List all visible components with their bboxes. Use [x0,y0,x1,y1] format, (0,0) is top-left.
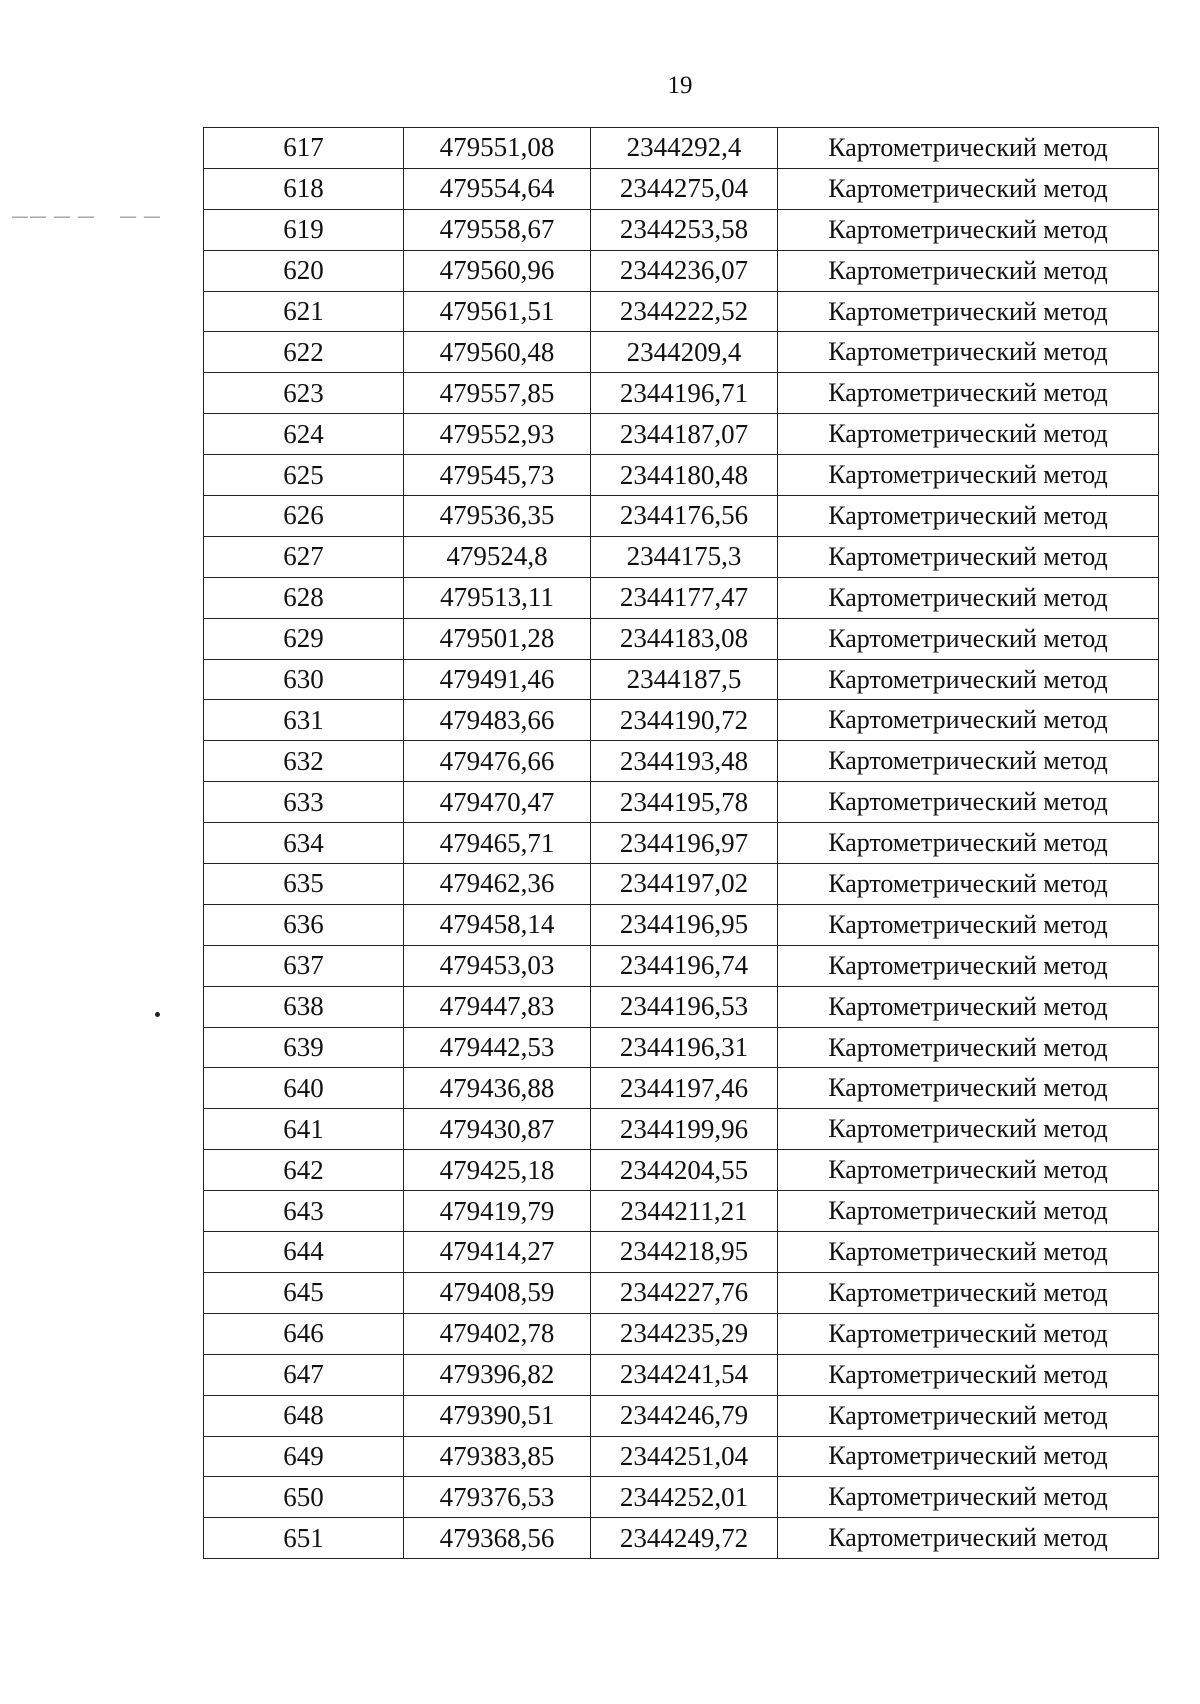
y-coordinate-cell: 2344204,55 [591,1150,778,1191]
point-number-cell: 626 [204,496,404,537]
table-row [204,741,1159,782]
method-cell: Картометрический метод [778,945,1159,986]
method-cell: Картометрический метод [778,782,1159,823]
method-cell: Картометрический метод [778,1436,1159,1477]
point-number-cell: 618 [204,168,404,209]
x-coordinate-cell: 479425,18 [404,1150,591,1191]
table-row [204,209,1159,250]
point-number-cell: 627 [204,536,404,577]
x-coordinate-cell: 479390,51 [404,1395,591,1436]
method-cell: Картометрический метод [778,1354,1159,1395]
y-coordinate-cell: 2344218,95 [591,1232,778,1273]
x-coordinate-cell: 479402,78 [404,1313,591,1354]
table-row [204,700,1159,741]
table-row [204,986,1159,1027]
method-cell: Картометрический метод [778,291,1159,332]
x-coordinate-cell: 479368,56 [404,1518,591,1559]
point-number-cell: 637 [204,945,404,986]
x-coordinate-cell: 479419,79 [404,1191,591,1232]
point-number-cell: 620 [204,250,404,291]
x-coordinate-cell: 479376,53 [404,1477,591,1518]
method-cell: Картометрический метод [778,986,1159,1027]
coordinates-table-body [204,128,1159,1559]
coordinates-table-container [203,127,1158,1559]
y-coordinate-cell: 2344197,02 [591,864,778,905]
point-number-cell: 635 [204,864,404,905]
table-row [204,1191,1159,1232]
y-coordinate-cell: 2344211,21 [591,1191,778,1232]
x-coordinate-cell: 479383,85 [404,1436,591,1477]
y-coordinate-cell: 2344236,07 [591,250,778,291]
point-number-cell: 622 [204,332,404,373]
y-coordinate-cell: 2344246,79 [591,1395,778,1436]
table-row [204,332,1159,373]
x-coordinate-cell: 479458,14 [404,904,591,945]
y-coordinate-cell: 2344195,78 [591,782,778,823]
method-cell: Картометрический метод [778,1477,1159,1518]
point-number-cell: 625 [204,455,404,496]
method-cell: Картометрический метод [778,577,1159,618]
y-coordinate-cell: 2344209,4 [591,332,778,373]
method-cell: Картометрический метод [778,496,1159,537]
point-number-cell: 649 [204,1436,404,1477]
y-coordinate-cell: 2344183,08 [591,618,778,659]
method-cell: Картометрический метод [778,700,1159,741]
x-coordinate-cell: 479560,48 [404,332,591,373]
x-coordinate-cell: 479396,82 [404,1354,591,1395]
point-number-cell: 638 [204,986,404,1027]
method-cell: Картометрический метод [778,1232,1159,1273]
x-coordinate-cell: 479491,46 [404,659,591,700]
method-cell: Картометрический метод [778,823,1159,864]
x-coordinate-cell: 479470,47 [404,782,591,823]
y-coordinate-cell: 2344249,72 [591,1518,778,1559]
table-row [204,496,1159,537]
method-cell: Картометрический метод [778,1313,1159,1354]
y-coordinate-cell: 2344193,48 [591,741,778,782]
method-cell: Картометрический метод [778,332,1159,373]
coordinates-table [203,127,1159,1559]
point-number-cell: 619 [204,209,404,250]
x-coordinate-cell: 479557,85 [404,373,591,414]
table-row [204,1477,1159,1518]
method-cell: Картометрический метод [778,414,1159,455]
y-coordinate-cell: 2344196,53 [591,986,778,1027]
x-coordinate-cell: 479408,59 [404,1272,591,1313]
table-row [204,782,1159,823]
x-coordinate-cell: 479554,64 [404,168,591,209]
y-coordinate-cell: 2344196,71 [591,373,778,414]
point-number-cell: 636 [204,904,404,945]
point-number-cell: 644 [204,1232,404,1273]
y-coordinate-cell: 2344292,4 [591,128,778,169]
method-cell: Картометрический метод [778,618,1159,659]
point-number-cell: 623 [204,373,404,414]
y-coordinate-cell: 2344227,76 [591,1272,778,1313]
y-coordinate-cell: 2344253,58 [591,209,778,250]
x-coordinate-cell: 479447,83 [404,986,591,1027]
y-coordinate-cell: 2344222,52 [591,291,778,332]
method-cell: Картометрический метод [778,1027,1159,1068]
table-row [204,1518,1159,1559]
x-coordinate-cell: 479483,66 [404,700,591,741]
y-coordinate-cell: 2344199,96 [591,1109,778,1150]
scan-artifact-dot [155,1012,160,1017]
method-cell: Картометрический метод [778,209,1159,250]
table-row [204,168,1159,209]
x-coordinate-cell: 479536,35 [404,496,591,537]
table-row [204,1272,1159,1313]
x-coordinate-cell: 479462,36 [404,864,591,905]
table-row [204,1150,1159,1191]
x-coordinate-cell: 479560,96 [404,250,591,291]
table-row [204,823,1159,864]
page-number: 19 [667,72,693,99]
y-coordinate-cell: 2344275,04 [591,168,778,209]
point-number-cell: 634 [204,823,404,864]
x-coordinate-cell: 479476,66 [404,741,591,782]
point-number-cell: 621 [204,291,404,332]
point-number-cell: 642 [204,1150,404,1191]
point-number-cell: 631 [204,700,404,741]
y-coordinate-cell: 2344180,48 [591,455,778,496]
point-number-cell: 617 [204,128,404,169]
point-number-cell: 641 [204,1109,404,1150]
table-row [204,618,1159,659]
table-row [204,250,1159,291]
point-number-cell: 647 [204,1354,404,1395]
point-number-cell: 651 [204,1518,404,1559]
method-cell: Картометрический метод [778,250,1159,291]
point-number-cell: 646 [204,1313,404,1354]
method-cell: Картометрический метод [778,659,1159,700]
y-coordinate-cell: 2344190,72 [591,700,778,741]
x-coordinate-cell: 479501,28 [404,618,591,659]
table-row [204,1232,1159,1273]
y-coordinate-cell: 2344187,07 [591,414,778,455]
table-row [204,536,1159,577]
method-cell: Картометрический метод [778,1395,1159,1436]
point-number-cell: 643 [204,1191,404,1232]
y-coordinate-cell: 2344187,5 [591,659,778,700]
y-coordinate-cell: 2344177,47 [591,577,778,618]
method-cell: Картометрический метод [778,1068,1159,1109]
point-number-cell: 640 [204,1068,404,1109]
scan-artifact-dashes: —— — — — — [12,208,162,225]
method-cell: Картометрический метод [778,373,1159,414]
x-coordinate-cell: 479552,93 [404,414,591,455]
y-coordinate-cell: 2344196,74 [591,945,778,986]
point-number-cell: 632 [204,741,404,782]
y-coordinate-cell: 2344196,97 [591,823,778,864]
table-row [204,1068,1159,1109]
point-number-cell: 650 [204,1477,404,1518]
table-row [204,1313,1159,1354]
y-coordinate-cell: 2344235,29 [591,1313,778,1354]
x-coordinate-cell: 479545,73 [404,455,591,496]
table-row [204,1436,1159,1477]
point-number-cell: 628 [204,577,404,618]
method-cell: Картометрический метод [778,904,1159,945]
x-coordinate-cell: 479414,27 [404,1232,591,1273]
method-cell: Картометрический метод [778,1518,1159,1559]
x-coordinate-cell: 479453,03 [404,945,591,986]
x-coordinate-cell: 479561,51 [404,291,591,332]
point-number-cell: 629 [204,618,404,659]
table-row [204,455,1159,496]
method-cell: Картометрический метод [778,128,1159,169]
y-coordinate-cell: 2344175,3 [591,536,778,577]
y-coordinate-cell: 2344252,01 [591,1477,778,1518]
table-row [204,291,1159,332]
method-cell: Картометрический метод [778,168,1159,209]
method-cell: Картометрический метод [778,1109,1159,1150]
method-cell: Картометрический метод [778,536,1159,577]
method-cell: Картометрический метод [778,1191,1159,1232]
x-coordinate-cell: 479551,08 [404,128,591,169]
table-row [204,1354,1159,1395]
table-row [204,373,1159,414]
method-cell: Картометрический метод [778,1150,1159,1191]
point-number-cell: 633 [204,782,404,823]
table-row [204,414,1159,455]
table-row [204,945,1159,986]
point-number-cell: 624 [204,414,404,455]
x-coordinate-cell: 479513,11 [404,577,591,618]
table-row [204,128,1159,169]
table-row [204,577,1159,618]
y-coordinate-cell: 2344251,04 [591,1436,778,1477]
table-row [204,659,1159,700]
y-coordinate-cell: 2344197,46 [591,1068,778,1109]
table-row [204,1109,1159,1150]
x-coordinate-cell: 479558,67 [404,209,591,250]
y-coordinate-cell: 2344176,56 [591,496,778,537]
x-coordinate-cell: 479524,8 [404,536,591,577]
y-coordinate-cell: 2344196,31 [591,1027,778,1068]
point-number-cell: 645 [204,1272,404,1313]
method-cell: Картометрический метод [778,1272,1159,1313]
method-cell: Картометрический метод [778,455,1159,496]
point-number-cell: 630 [204,659,404,700]
x-coordinate-cell: 479430,87 [404,1109,591,1150]
x-coordinate-cell: 479442,53 [404,1027,591,1068]
table-row [204,904,1159,945]
point-number-cell: 648 [204,1395,404,1436]
point-number-cell: 639 [204,1027,404,1068]
method-cell: Картометрический метод [778,741,1159,782]
y-coordinate-cell: 2344196,95 [591,904,778,945]
y-coordinate-cell: 2344241,54 [591,1354,778,1395]
table-row [204,864,1159,905]
x-coordinate-cell: 479465,71 [404,823,591,864]
method-cell: Картометрический метод [778,864,1159,905]
table-row [204,1395,1159,1436]
table-row [204,1027,1159,1068]
x-coordinate-cell: 479436,88 [404,1068,591,1109]
